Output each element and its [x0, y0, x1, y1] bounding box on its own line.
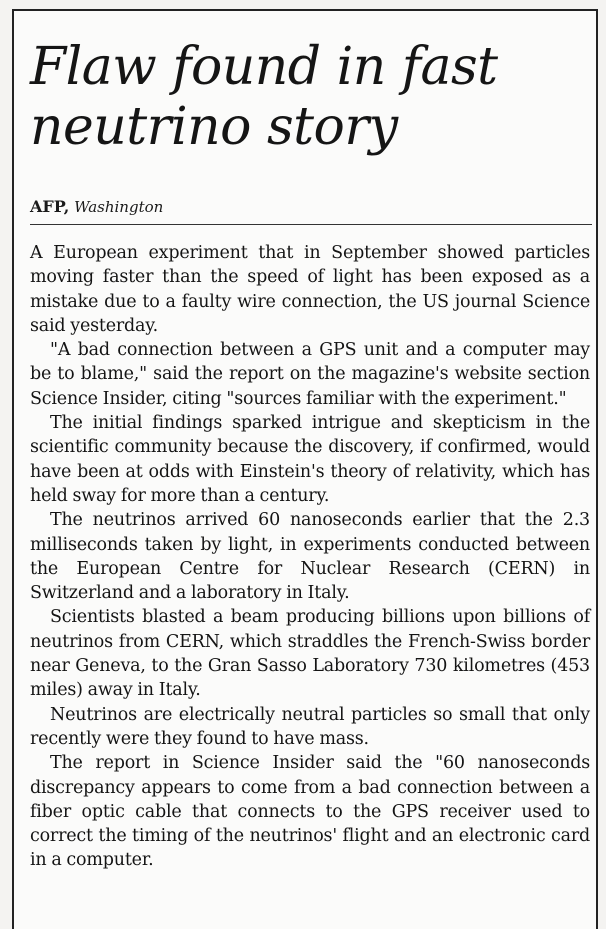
- paragraph-7: The report in Science Insider said the "60 nanoseconds discrepancy appears to come from a bad connection between a fiber optic cable that connects to the GPS receiver used to correct the timing of the neutrinos' flight and an electronic card in a computer.: [30, 753, 590, 871]
- headline: Flaw found in fast neutrino story: [30, 37, 498, 157]
- byline-location: Washington: [74, 198, 164, 216]
- paragraph-3: The initial findings sparked intrigue and skepticism in the scientific community because the discovery, if confirmed, would have been at odds with Einstein's theory of relativity, which has held sway for more than a century.: [30, 413, 590, 506]
- byline: [30, 197, 163, 216]
- article-body: [30, 241, 590, 873]
- byline-agency: AFP,: [30, 197, 70, 216]
- byline-divider: [30, 224, 592, 225]
- newspaper-clipping: [12, 9, 598, 929]
- paragraph-4: The neutrinos arrived 60 nanoseconds earlier that the 2.3 milliseconds taken by light, in experiments conducted between the European Centre for Nuclear Research (CERN) in Switzerland and a laboratory in Italy.: [30, 510, 590, 604]
- paragraph-6: Neutrinos are electrically neutral particles so small that only recently were they found to have mass.: [30, 704, 590, 749]
- paragraph-5: Scientists blasted a beam producing billions upon billions of neutrinos from CERN, which straddles the French-Swiss border near Geneva, to the Gran Sasso Laboratory 730 kilometres (453 miles) away in Italy.: [30, 607, 590, 701]
- paragraph-1: A European experiment that in September showed particles moving faster than the speed of light has been exposed as a mistake due to a faulty wire connection, the US journal Science said yesterday.: [30, 243, 590, 336]
- paragraph-2: "A bad connection between a GPS unit and a computer may be to blame," said the report on the magazine's website section Science Insider, citing "sources familiar with the experiment.": [30, 340, 590, 409]
